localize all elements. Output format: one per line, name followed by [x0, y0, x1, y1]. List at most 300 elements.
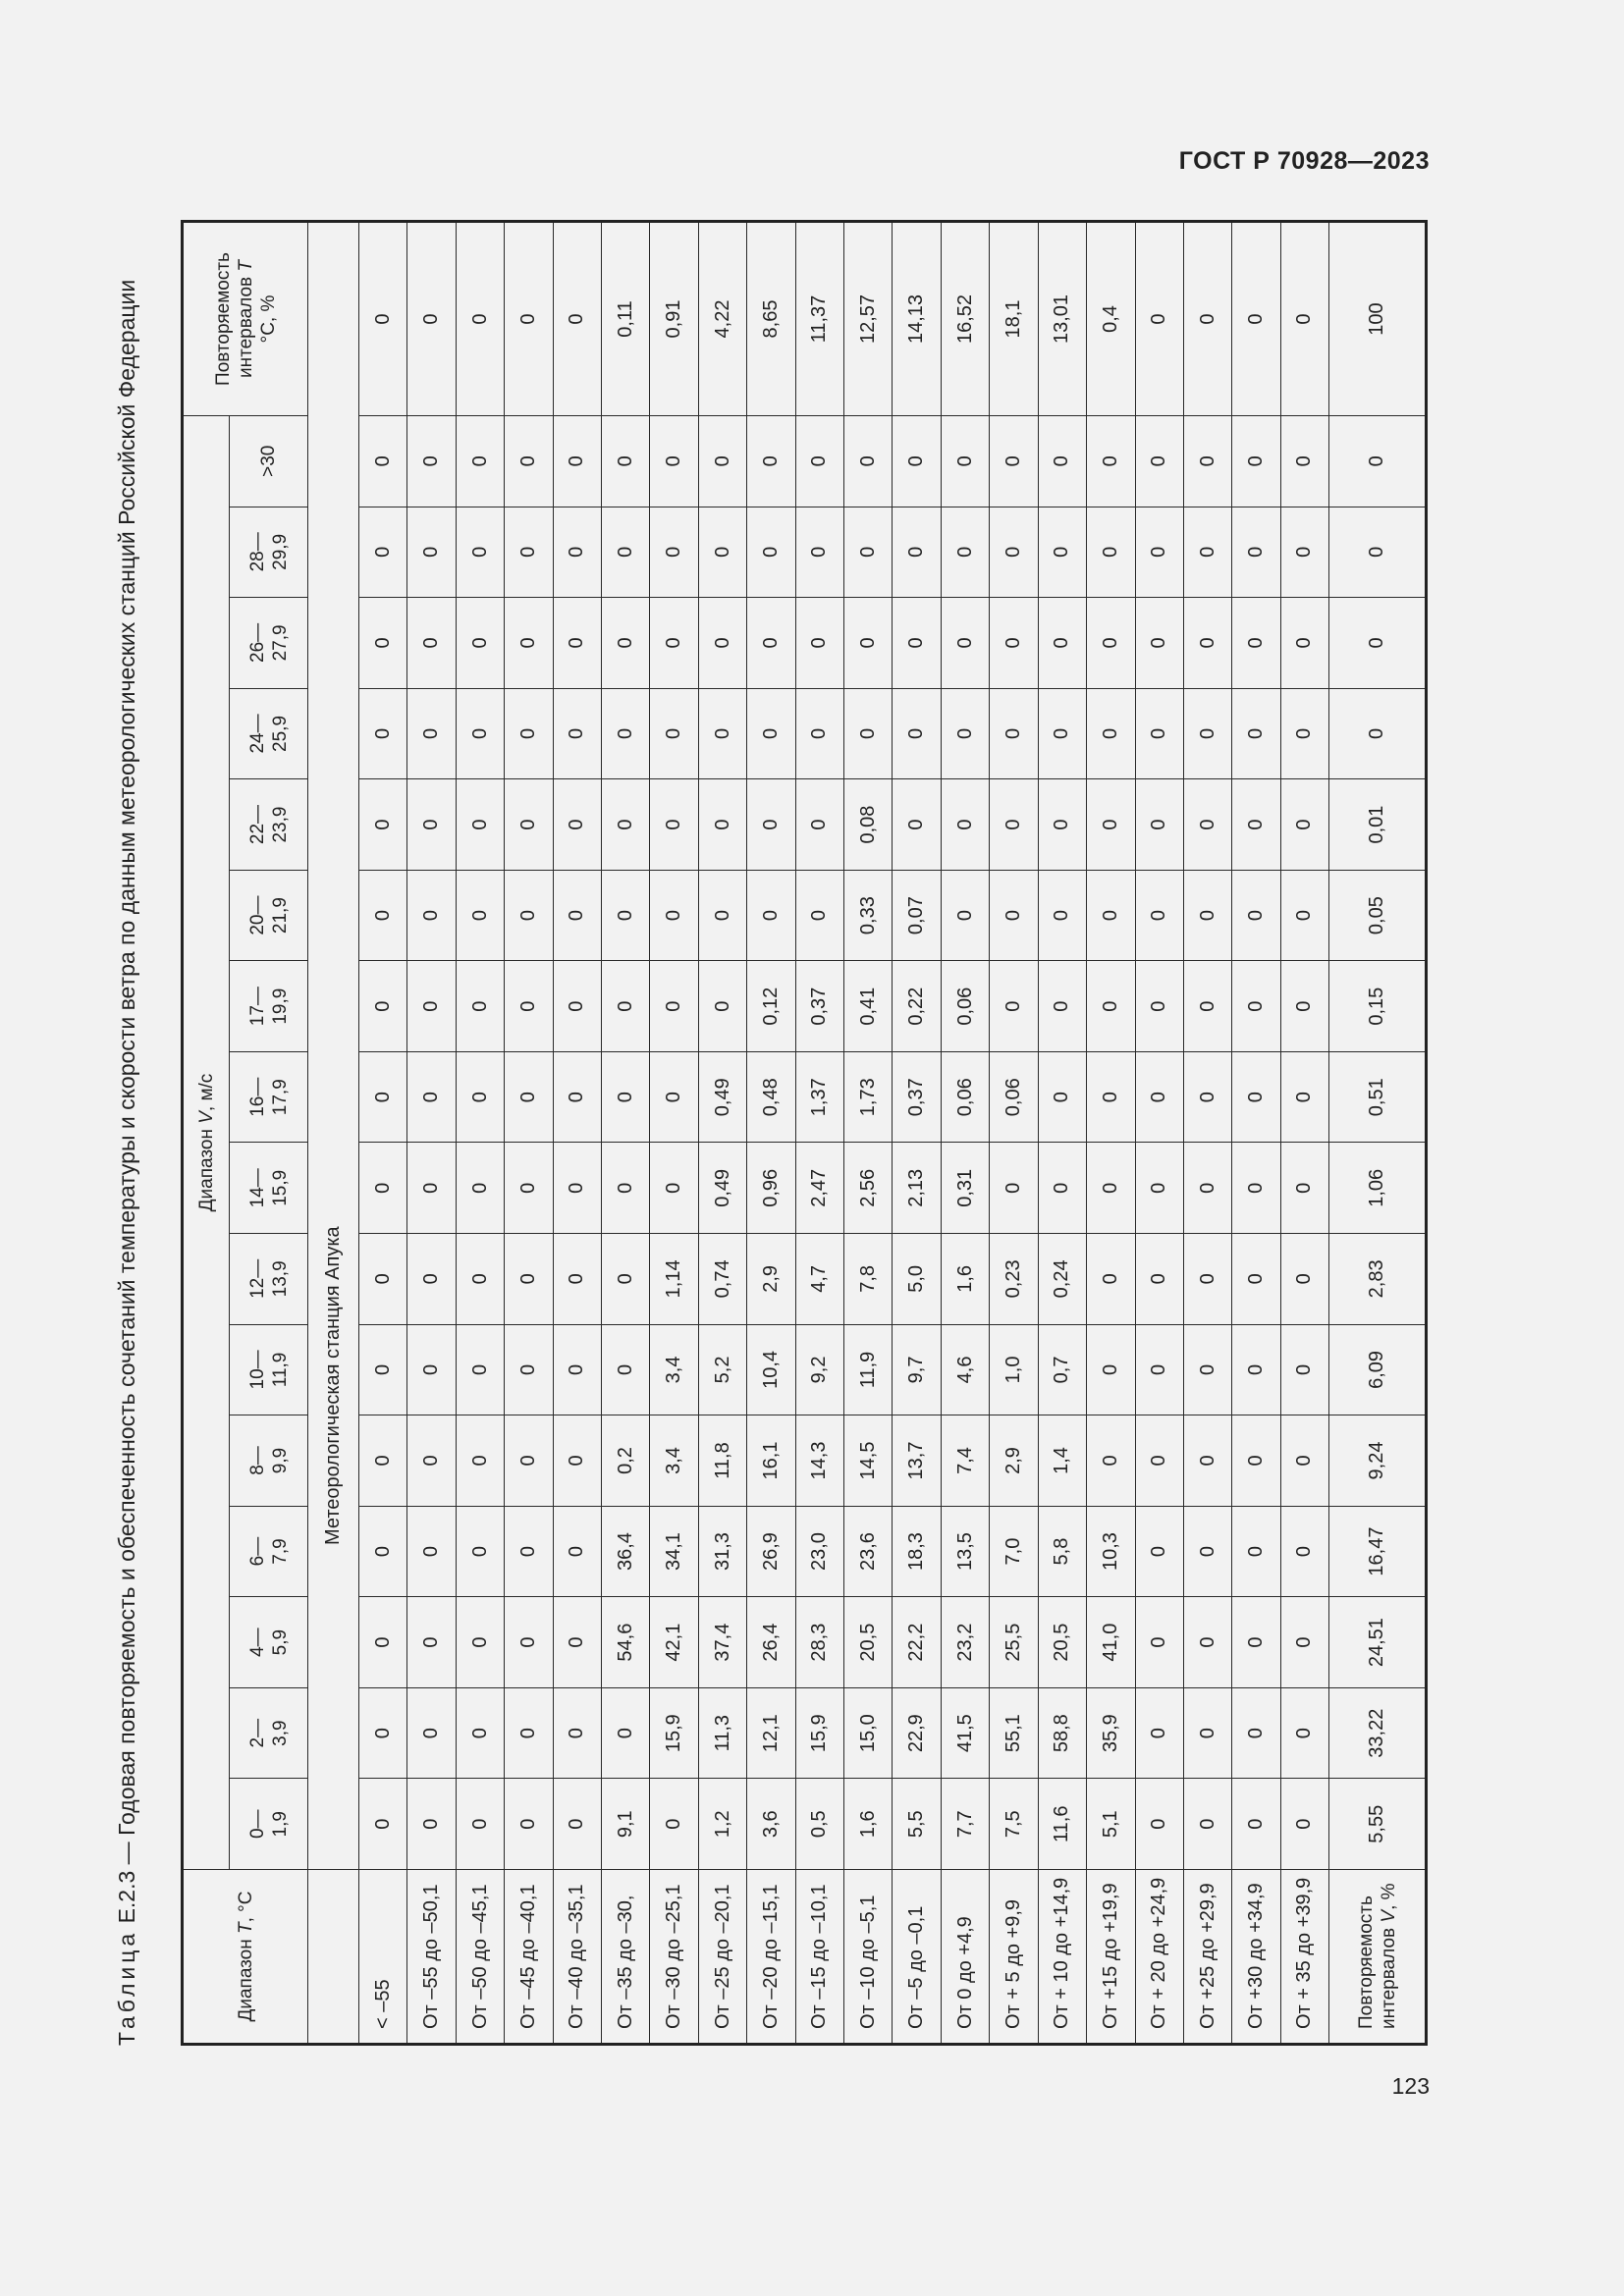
table-row	[456, 222, 504, 2045]
table-cell: 7,0	[990, 1506, 1038, 1597]
table-cell: 7,8	[844, 1234, 893, 1325]
wind-column-header: 17— 19,9	[230, 961, 308, 1052]
table-cell: 0	[1135, 1415, 1183, 1507]
row-label: От +30 до +34,9	[1232, 1870, 1280, 2045]
table-cell: 0	[650, 779, 698, 871]
table-cell: 0	[990, 507, 1038, 598]
table-cell: 0	[1183, 961, 1231, 1052]
table-cell: 0,07	[893, 870, 941, 961]
table-cell: 0	[456, 1143, 504, 1234]
table-cell: 0,06	[941, 961, 989, 1052]
table-cell: 0	[795, 688, 843, 779]
summary-cell: 0	[1329, 416, 1427, 507]
table-cell: 0	[505, 1143, 553, 1234]
table-cell: 28,3	[795, 1597, 843, 1688]
table-cell: 9,2	[795, 1324, 843, 1415]
table-cell: 0	[698, 416, 746, 507]
table-cell: 0	[1183, 1687, 1231, 1779]
table-cell: 0	[602, 779, 650, 871]
table-cell: 0	[456, 870, 504, 961]
table-cell: 23,6	[844, 1506, 893, 1597]
table-cell: 2,9	[990, 1415, 1038, 1507]
table-cell: 3,4	[650, 1415, 698, 1507]
table-cell: 20,5	[844, 1597, 893, 1688]
table-cell: 0	[1232, 1324, 1280, 1415]
table-cell: 0	[407, 870, 456, 961]
table-cell: 0	[602, 1324, 650, 1415]
row-total-cell: 4,22	[698, 222, 746, 416]
table-cell: 0	[893, 598, 941, 689]
summary-cell: 0,01	[1329, 779, 1427, 871]
table-row	[1038, 222, 1086, 2045]
row-total-cell: 0,4	[1087, 222, 1135, 416]
table-cell: 7,7	[941, 1779, 989, 1870]
table-cell: 11,9	[844, 1324, 893, 1415]
table-cell: 0	[359, 779, 407, 871]
table-cell: 0	[407, 1506, 456, 1597]
table-cell: 0	[359, 1234, 407, 1325]
wind-column-header: 24— 25,9	[230, 688, 308, 779]
table-cell: 0	[505, 1687, 553, 1779]
row-total-cell: 0	[505, 222, 553, 416]
table-cell: 11,3	[698, 1687, 746, 1779]
table-cell: 0,74	[698, 1234, 746, 1325]
table-cell: 0	[941, 507, 989, 598]
table-cell: 7,5	[990, 1779, 1038, 1870]
row-total-cell: 18,1	[990, 222, 1038, 416]
table-cell: 0	[1135, 1143, 1183, 1234]
table-row	[1232, 222, 1280, 2045]
table-cell: 0	[698, 507, 746, 598]
row-total-cell: 8,65	[747, 222, 795, 416]
table-cell: 0	[1183, 1506, 1231, 1597]
table-cell: 0	[456, 688, 504, 779]
table-cell: 0	[1135, 598, 1183, 689]
station-name: Метеорологическая станция Апука	[308, 222, 359, 1870]
table-cell: 0	[990, 961, 1038, 1052]
row-label: < –55	[359, 1870, 407, 2045]
table-cell: 35,9	[1087, 1687, 1135, 1779]
table-cell: 0	[941, 870, 989, 961]
table-cell: 0	[505, 1324, 553, 1415]
table-cell: 0	[650, 688, 698, 779]
table-row	[650, 222, 698, 2045]
table-cell: 14,5	[844, 1415, 893, 1507]
table-cell: 1,6	[941, 1234, 989, 1325]
table-cell: 54,6	[602, 1597, 650, 1688]
table-cell: 0	[1232, 779, 1280, 871]
station-spacer	[308, 1870, 359, 2045]
table-cell: 0	[1135, 870, 1183, 961]
row-total-cell: 16,52	[941, 222, 989, 416]
table-cell: 0,06	[941, 1051, 989, 1143]
table-cell: 0	[602, 1234, 650, 1325]
table-cell: 0	[1232, 1143, 1280, 1234]
summary-cell: 5,55	[1329, 1779, 1427, 1870]
table-cell: 0	[795, 870, 843, 961]
table-cell: 0	[893, 507, 941, 598]
table-cell: 0	[602, 1687, 650, 1779]
wind-column-header: 16— 17,9	[230, 1051, 308, 1143]
table-cell: 11,6	[1038, 1779, 1086, 1870]
table-cell: 2,47	[795, 1143, 843, 1234]
table-cell: 14,3	[795, 1415, 843, 1507]
table-cell: 0	[456, 1597, 504, 1688]
table-cell: 0	[1280, 1051, 1328, 1143]
table-cell: 0	[1183, 1051, 1231, 1143]
summary-cell: 9,24	[1329, 1415, 1427, 1507]
table-cell: 0	[359, 1597, 407, 1688]
table-cell: 37,4	[698, 1597, 746, 1688]
table-cell: 0	[1280, 1506, 1328, 1597]
row-total-cell: 0	[456, 222, 504, 416]
table-cell: 0	[1183, 507, 1231, 598]
table-cell: 0,37	[795, 961, 843, 1052]
table-cell: 2,56	[844, 1143, 893, 1234]
table-cell: 0	[505, 1597, 553, 1688]
table-cell: 23,0	[795, 1506, 843, 1597]
table-cell: 41,0	[1087, 1597, 1135, 1688]
table-cell: 0	[456, 1234, 504, 1325]
table-cell: 0	[1232, 1415, 1280, 1507]
table-cell: 0	[1183, 1597, 1231, 1688]
table-cell: 0	[1087, 416, 1135, 507]
wind-column-header: 14— 15,9	[230, 1143, 308, 1234]
wind-column-header: 4— 5,9	[230, 1597, 308, 1688]
table-cell: 0	[1183, 416, 1231, 507]
table-cell: 0	[456, 598, 504, 689]
table-cell: 0	[747, 416, 795, 507]
row-label: От –5 до –0,1	[893, 1870, 941, 2045]
row-label: От 0 до +4,9	[941, 1870, 989, 2045]
table-cell: 0	[1087, 1234, 1135, 1325]
table-cell: 34,1	[650, 1506, 698, 1597]
table-cell: 0	[359, 598, 407, 689]
table-cell: 1,73	[844, 1051, 893, 1143]
wind-column-header: 8— 9,9	[230, 1415, 308, 1507]
table-cell: 0	[1280, 961, 1328, 1052]
table-cell: 0	[407, 1687, 456, 1779]
table-cell: 5,8	[1038, 1506, 1086, 1597]
table-cell: 9,7	[893, 1324, 941, 1415]
table-cell: 0	[553, 1324, 601, 1415]
row-total-cell: 0	[1232, 222, 1280, 416]
wind-column-header: 12— 13,9	[230, 1234, 308, 1325]
summary-cell: 0	[1329, 507, 1427, 598]
table-cell: 0	[407, 1324, 456, 1415]
table-cell: 10,3	[1087, 1506, 1135, 1597]
table-cell: 0	[893, 416, 941, 507]
table-cell: 0	[844, 688, 893, 779]
table-cell: 0	[505, 598, 553, 689]
table-cell: 0	[407, 416, 456, 507]
table-cell: 0	[1280, 779, 1328, 871]
table-cell: 0	[941, 598, 989, 689]
table-cell: 0	[893, 688, 941, 779]
table-cell: 0	[990, 416, 1038, 507]
table-cell: 26,9	[747, 1506, 795, 1597]
table-cell: 0	[1183, 1324, 1231, 1415]
rotated-page-content	[111, 220, 1441, 2046]
table-cell: 0	[505, 1506, 553, 1597]
table-cell: 0	[1280, 1597, 1328, 1688]
table-cell: 0	[1183, 1779, 1231, 1870]
table-cell: 0	[650, 416, 698, 507]
table-cell: 23,2	[941, 1597, 989, 1688]
table-cell: 5,2	[698, 1324, 746, 1415]
table-cell: 0	[698, 598, 746, 689]
table-cell: 0	[456, 1779, 504, 1870]
table-cell: 0	[650, 870, 698, 961]
table-cell: 0	[650, 1051, 698, 1143]
table-row	[990, 222, 1038, 2045]
table-cell: 0	[650, 598, 698, 689]
table-cell: 13,7	[893, 1415, 941, 1507]
table-cell: 0	[844, 507, 893, 598]
table-cell: 0	[456, 961, 504, 1052]
wind-column-header: 28— 29,9	[230, 507, 308, 598]
table-cell: 0	[698, 870, 746, 961]
table-cell: 0	[1280, 1779, 1328, 1870]
table-cell: 1,4	[1038, 1415, 1086, 1507]
table-caption	[111, 220, 143, 2046]
table-cell: 0	[602, 870, 650, 961]
row-label: От + 35 до +39,9	[1280, 1870, 1328, 2045]
table-cell: 0	[893, 779, 941, 871]
table-cell: 0	[359, 961, 407, 1052]
table-cell: 0	[1135, 688, 1183, 779]
table-cell: 15,9	[795, 1687, 843, 1779]
table-cell: 0	[650, 1143, 698, 1234]
table-cell: 22,2	[893, 1597, 941, 1688]
table-cell: 0	[650, 1779, 698, 1870]
table-cell: 0	[602, 1143, 650, 1234]
table-cell: 0	[505, 507, 553, 598]
table-cell: 0,49	[698, 1143, 746, 1234]
table-cell: 0	[747, 870, 795, 961]
row-total-cell: 0,91	[650, 222, 698, 416]
table-row	[941, 222, 989, 2045]
table-cell: 0	[1232, 688, 1280, 779]
table-cell: 3,6	[747, 1779, 795, 1870]
table-cell: 20,5	[1038, 1597, 1086, 1688]
table-row	[1087, 222, 1135, 2045]
table-cell: 0	[407, 1415, 456, 1507]
table-cell: 0,24	[1038, 1234, 1086, 1325]
wind-column-header: 6— 7,9	[230, 1506, 308, 1597]
table-cell: 0,06	[990, 1051, 1038, 1143]
table-cell: 0	[1135, 507, 1183, 598]
table-cell: 0	[1087, 961, 1135, 1052]
table-cell: 15,0	[844, 1687, 893, 1779]
table-cell: 0	[941, 779, 989, 871]
row-label: От –35 до –30,	[602, 1870, 650, 2045]
table-cell: 0,31	[941, 1143, 989, 1234]
table-row	[1280, 222, 1328, 2045]
table-cell: 0	[1087, 1143, 1135, 1234]
table-cell: 0	[747, 507, 795, 598]
table-cell: 0	[359, 1143, 407, 1234]
table-cell: 2,13	[893, 1143, 941, 1234]
table-cell: 4,7	[795, 1234, 843, 1325]
table-cell: 0	[1087, 1051, 1135, 1143]
summary-cell: 0,51	[1329, 1051, 1427, 1143]
table-cell: 0,08	[844, 779, 893, 871]
table-cell: 0	[795, 416, 843, 507]
wind-column-header: >30	[230, 416, 308, 507]
row-label: От –25 до –20,1	[698, 1870, 746, 2045]
table-cell: 0	[1232, 961, 1280, 1052]
table-cell: 0	[1280, 1324, 1328, 1415]
table-cell: 0	[941, 688, 989, 779]
table-cell: 0	[1135, 779, 1183, 871]
row-total-cell: 12,57	[844, 222, 893, 416]
table-cell: 0	[602, 416, 650, 507]
table-cell: 0	[553, 779, 601, 871]
summary-cell: 16,47	[1329, 1506, 1427, 1597]
table-cell: 0	[1087, 598, 1135, 689]
table-cell: 10,4	[747, 1324, 795, 1415]
table-cell: 0,33	[844, 870, 893, 961]
table-cell: 0	[359, 688, 407, 779]
table-cell: 0	[602, 1051, 650, 1143]
table-row	[407, 222, 456, 2045]
wind-column-header: 2— 3,9	[230, 1687, 308, 1779]
table-cell: 0	[1232, 1234, 1280, 1325]
table-cell: 0	[456, 779, 504, 871]
table-cell: 0	[698, 779, 746, 871]
summary-cell: 33,22	[1329, 1687, 1427, 1779]
table-cell: 0	[1232, 598, 1280, 689]
table-cell: 0	[602, 688, 650, 779]
table-cell: 0	[407, 961, 456, 1052]
table-cell: 0	[1232, 1779, 1280, 1870]
table-cell: 12,1	[747, 1687, 795, 1779]
table-cell: 0	[456, 1324, 504, 1415]
table-cell: 0	[1232, 1687, 1280, 1779]
table-cell: 9,1	[602, 1779, 650, 1870]
table-cell: 0,49	[698, 1051, 746, 1143]
table-cell: 0	[602, 598, 650, 689]
table-cell: 0	[359, 416, 407, 507]
table-cell: 0	[650, 961, 698, 1052]
table-cell: 0	[505, 1415, 553, 1507]
table-cell: 0	[795, 598, 843, 689]
table-cell: 0	[359, 1051, 407, 1143]
table-cell: 0,12	[747, 961, 795, 1052]
row-label: От –15 до –10,1	[795, 1870, 843, 2045]
table-row	[553, 222, 601, 2045]
table-cell: 0	[456, 1687, 504, 1779]
table-cell: 0	[1232, 870, 1280, 961]
wind-column-header: 20— 21,9	[230, 870, 308, 961]
table-row	[747, 222, 795, 2045]
table-cell: 0	[456, 1506, 504, 1597]
table-cell: 0	[1280, 1687, 1328, 1779]
table-cell: 0	[698, 688, 746, 779]
summary-cell: 0	[1329, 688, 1427, 779]
row-label: От + 20 до +24,9	[1135, 1870, 1183, 2045]
row-label: От –30 до –25,1	[650, 1870, 698, 2045]
table-cell: 0	[553, 507, 601, 598]
table-cell: 0	[1232, 416, 1280, 507]
table-cell: 0	[1135, 1324, 1183, 1415]
table-cell: 0	[1038, 779, 1086, 871]
table-cell: 0	[359, 870, 407, 961]
table-cell: 0	[1038, 1143, 1086, 1234]
table-cell: 0	[1038, 598, 1086, 689]
row-label: От +25 до +29,9	[1183, 1870, 1231, 2045]
table-cell: 1,6	[844, 1779, 893, 1870]
table-cell: 11,8	[698, 1415, 746, 1507]
table-cell: 25,5	[990, 1597, 1038, 1688]
row-label: От –10 до –5,1	[844, 1870, 893, 2045]
table-cell: 42,1	[650, 1597, 698, 1688]
table-cell: 0	[456, 1415, 504, 1507]
table-cell: 0	[505, 1051, 553, 1143]
table-cell: 0	[407, 779, 456, 871]
table-cell: 0	[359, 1415, 407, 1507]
table-cell: 0	[1280, 507, 1328, 598]
row-total-cell: 13,01	[1038, 222, 1086, 416]
table-cell: 0	[1232, 1506, 1280, 1597]
table-cell: 0	[553, 416, 601, 507]
table-row	[1183, 222, 1231, 2045]
table-cell: 0,23	[990, 1234, 1038, 1325]
summary-cell: 6,09	[1329, 1324, 1427, 1415]
summary-cell: 0	[1329, 598, 1427, 689]
row-label: От –45 до –40,1	[505, 1870, 553, 2045]
table-cell: 0	[553, 1506, 601, 1597]
table-cell: 3,4	[650, 1324, 698, 1415]
table-cell: 0	[1038, 507, 1086, 598]
table-cell: 0	[1135, 1687, 1183, 1779]
summary-label: Повторяемость интервалов V, %	[1329, 1870, 1427, 2045]
table-cell: 0	[1135, 1234, 1183, 1325]
table-cell: 0,22	[893, 961, 941, 1052]
table-cell: 1,0	[990, 1324, 1038, 1415]
table-cell: 0	[1280, 1143, 1328, 1234]
table-cell: 0,2	[602, 1415, 650, 1507]
table-cell: 0	[456, 1051, 504, 1143]
table-cell: 5,1	[1087, 1779, 1135, 1870]
summary-cell: 0,15	[1329, 961, 1427, 1052]
table-row	[1135, 222, 1183, 2045]
summary-total-cell: 100	[1329, 222, 1427, 416]
table-cell: 0	[1183, 870, 1231, 961]
table-cell: 0	[1087, 870, 1135, 961]
table-cell: 31,3	[698, 1506, 746, 1597]
table-cell: 0	[553, 1597, 601, 1688]
table-cell: 0	[990, 870, 1038, 961]
table-cell: 0,48	[747, 1051, 795, 1143]
table-cell: 0	[1038, 870, 1086, 961]
table-cell: 0	[1232, 1597, 1280, 1688]
row-label: От +15 до +19,9	[1087, 1870, 1135, 2045]
table-cell: 0	[1183, 779, 1231, 871]
wind-column-header: 0— 1,9	[230, 1779, 308, 1870]
table-cell: 0	[553, 1779, 601, 1870]
standard-code: ГОСТ Р 70928—2023	[1178, 147, 1430, 175]
table-cell: 0	[1183, 1143, 1231, 1234]
page-number: 123	[1391, 2073, 1430, 2099]
table-cell: 0	[1038, 688, 1086, 779]
table-cell: 1,37	[795, 1051, 843, 1143]
row-label: От + 10 до +14,9	[1038, 1870, 1086, 2045]
table-cell: 0	[505, 961, 553, 1052]
table-cell: 13,5	[941, 1506, 989, 1597]
table-cell: 0	[553, 870, 601, 961]
